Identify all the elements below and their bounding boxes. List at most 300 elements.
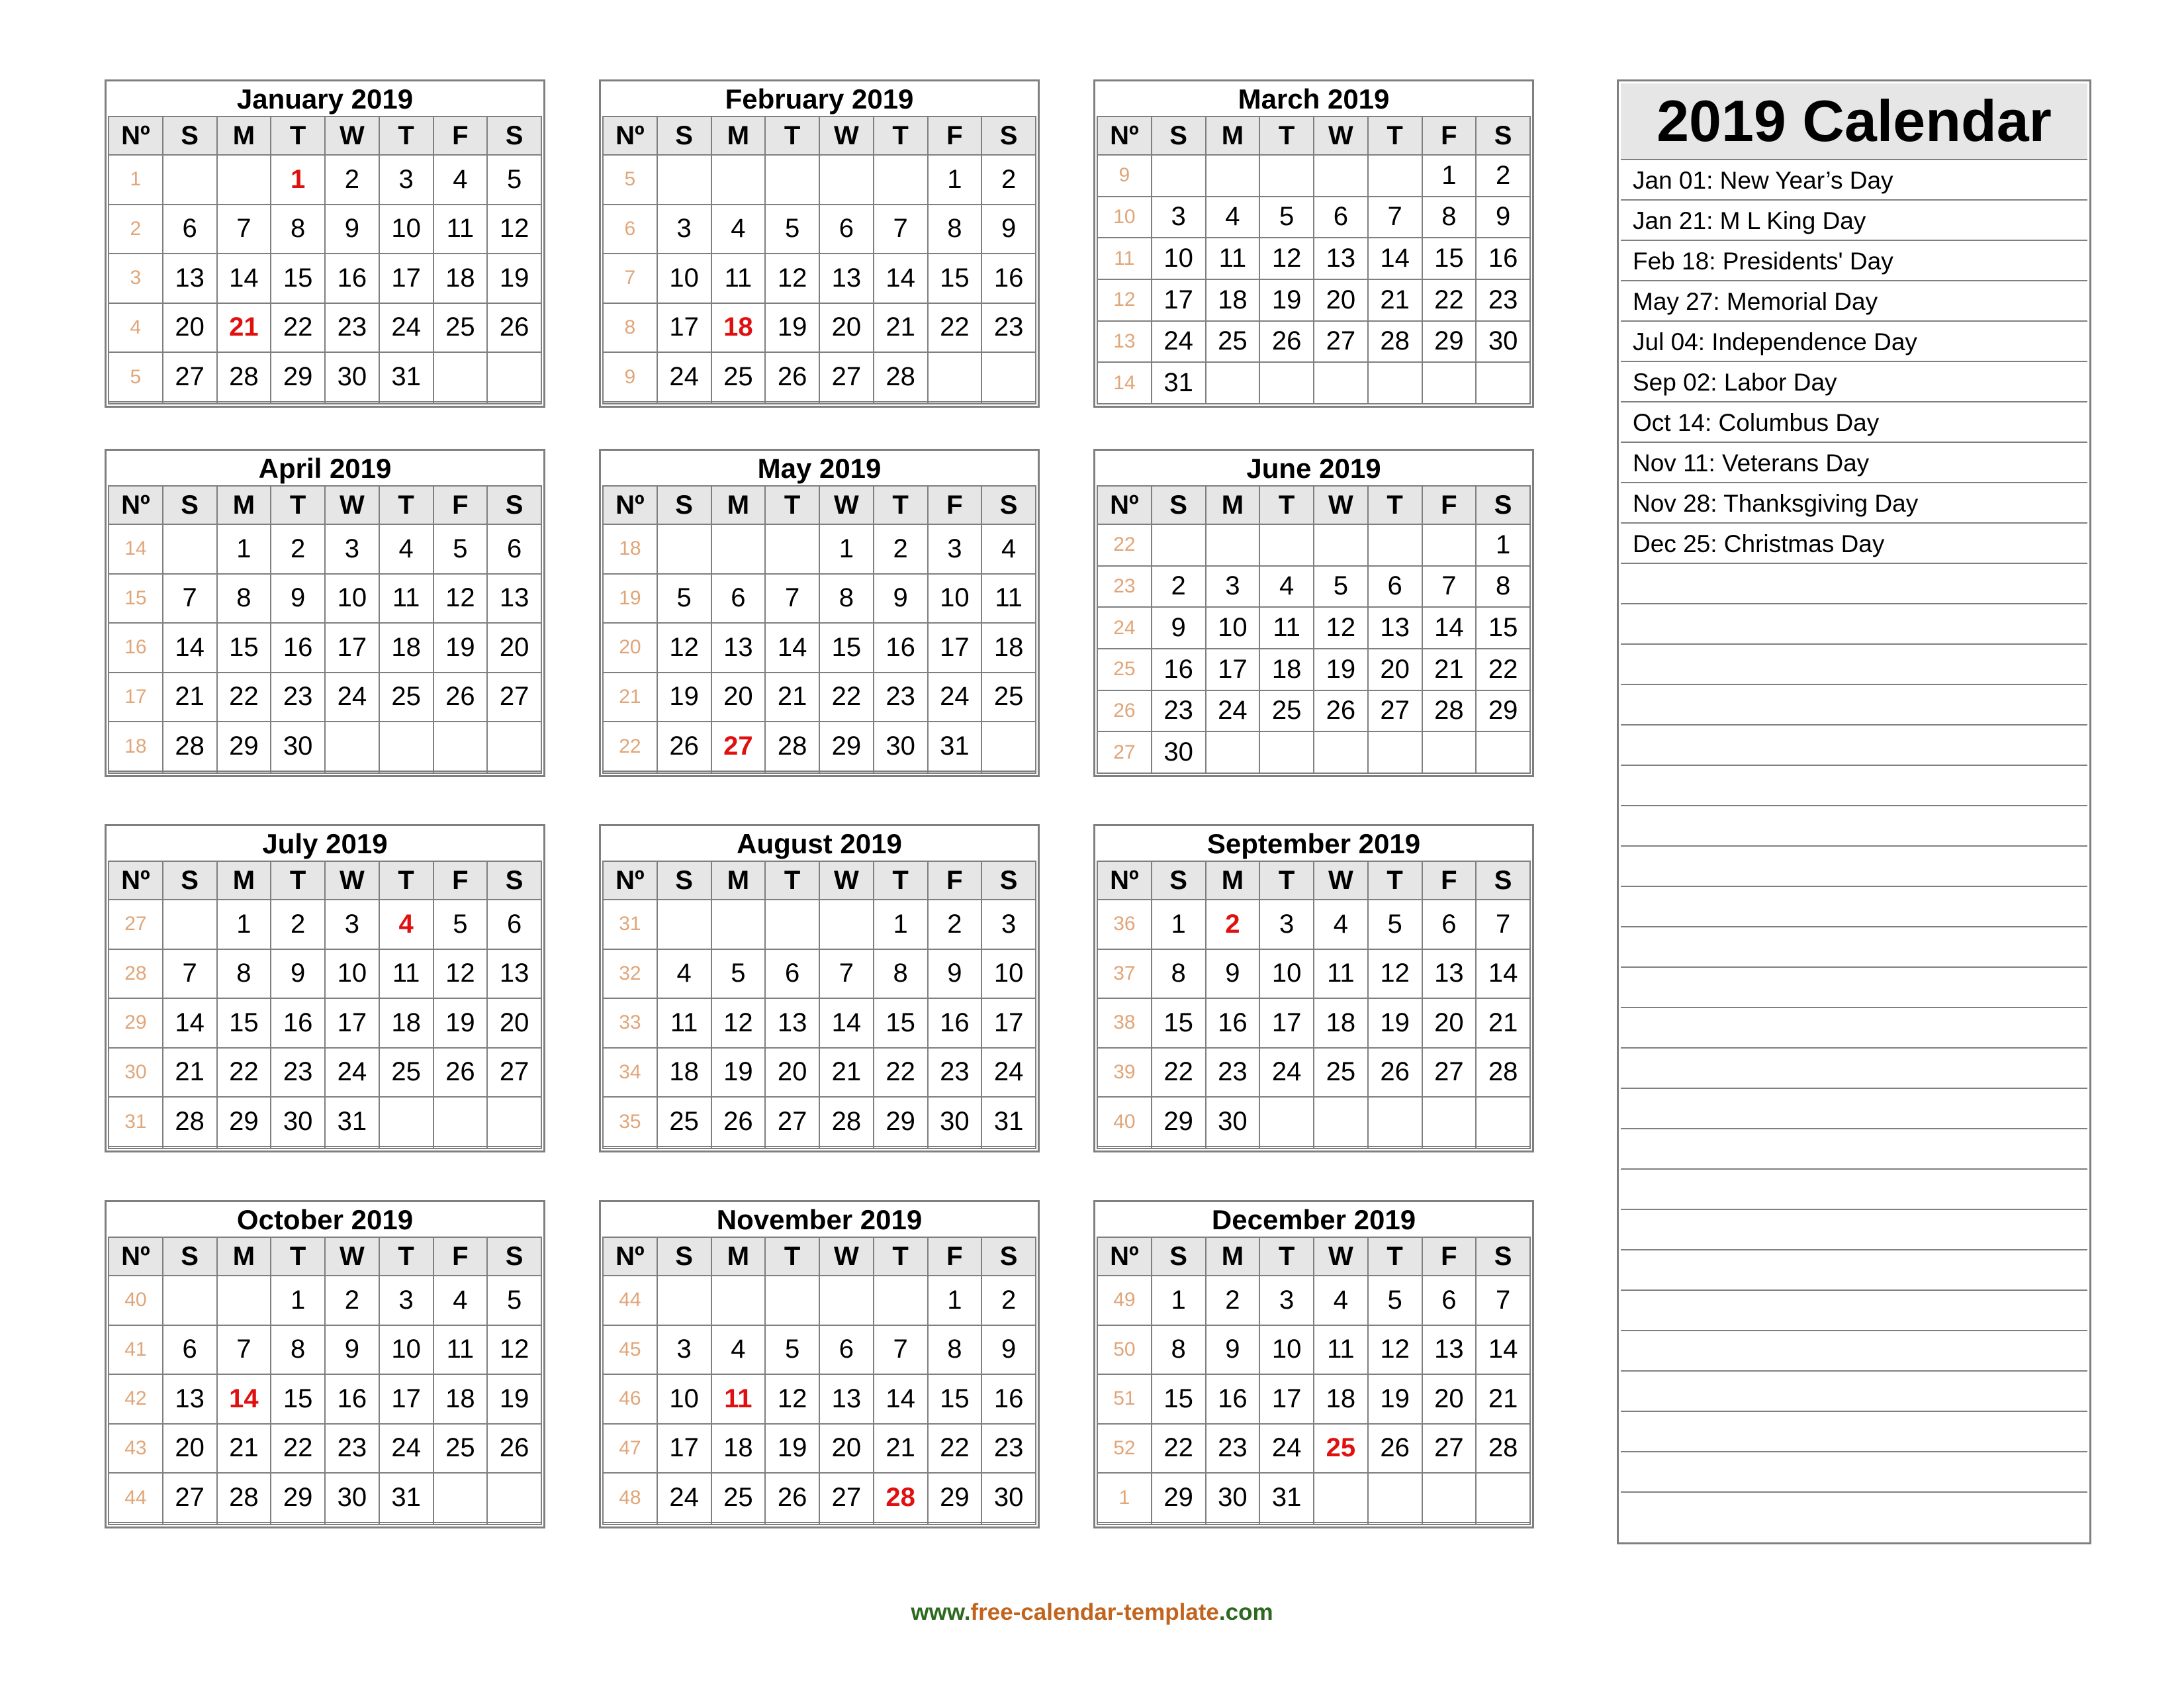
day-cell: 7 bbox=[1422, 566, 1477, 608]
day-cell: 15 bbox=[819, 623, 874, 673]
month-table bbox=[602, 1203, 1036, 1525]
week-row bbox=[109, 1097, 541, 1147]
day-cell: 24 bbox=[1259, 1424, 1314, 1474]
week-row bbox=[603, 1097, 1036, 1147]
week-number-cell: 11 bbox=[1097, 238, 1152, 279]
day-cell bbox=[1476, 731, 1530, 773]
day-cell: 2 bbox=[928, 900, 982, 949]
week-number-cell: 33 bbox=[603, 998, 657, 1048]
day-cell: 22 bbox=[271, 303, 325, 353]
day-cell: 24 bbox=[657, 1473, 711, 1523]
day-cell: 12 bbox=[657, 623, 711, 673]
week-number-cell: 13 bbox=[1097, 321, 1152, 363]
day-cell: 31 bbox=[1152, 362, 1206, 404]
weekday-header: S bbox=[163, 117, 217, 155]
day-cell: 30 bbox=[928, 1097, 982, 1147]
month-calendar bbox=[1093, 1200, 1534, 1528]
day-cell: 19 bbox=[657, 673, 711, 722]
day-cell: 15 bbox=[1152, 998, 1206, 1048]
day-cell bbox=[874, 1276, 928, 1325]
holiday-entry: Sep 02: Labor Day bbox=[1621, 362, 2087, 402]
day-cell bbox=[819, 1147, 874, 1149]
day-cell bbox=[433, 352, 488, 402]
weekday-header: S bbox=[657, 861, 711, 900]
day-cell: 8 bbox=[271, 1325, 325, 1375]
day-cell bbox=[711, 402, 766, 404]
week-row bbox=[1097, 1473, 1530, 1523]
day-cell bbox=[711, 900, 766, 949]
week-number-cell bbox=[1097, 1147, 1152, 1149]
day-cell bbox=[928, 771, 982, 773]
day-cell bbox=[1206, 524, 1260, 566]
day-cell: 10 bbox=[1259, 949, 1314, 999]
day-cell bbox=[325, 402, 379, 404]
day-cell: 3 bbox=[1152, 197, 1206, 238]
day-cell: 4 bbox=[1259, 566, 1314, 608]
day-cell bbox=[1314, 1523, 1368, 1524]
month-table bbox=[602, 827, 1036, 1149]
day-cell bbox=[874, 155, 928, 205]
day-cell bbox=[379, 771, 433, 773]
day-cell: 17 bbox=[981, 998, 1036, 1048]
day-cell: 30 bbox=[271, 722, 325, 771]
day-cell: 18 bbox=[1259, 649, 1314, 690]
day-cell: 26 bbox=[433, 673, 488, 722]
weekday-header: T bbox=[874, 1237, 928, 1276]
week-row bbox=[1097, 1325, 1530, 1375]
week-number-cell: 43 bbox=[109, 1424, 163, 1474]
week-number-cell bbox=[1097, 1523, 1152, 1524]
day-cell: 17 bbox=[657, 303, 711, 353]
day-cell: 29 bbox=[217, 722, 271, 771]
weekday-header: W bbox=[1314, 117, 1368, 155]
week-row bbox=[109, 998, 541, 1048]
week-number-cell: 23 bbox=[1097, 566, 1152, 608]
day-cell: 22 bbox=[217, 673, 271, 722]
day-cell: 29 bbox=[1422, 321, 1477, 363]
day-cell: 26 bbox=[487, 1424, 541, 1474]
day-cell bbox=[711, 771, 766, 773]
day-cell: 7 bbox=[217, 205, 271, 254]
day-cell: 23 bbox=[981, 303, 1036, 353]
day-cell: 1 bbox=[1422, 155, 1477, 197]
day-cell: 20 bbox=[1314, 279, 1368, 321]
day-cell bbox=[711, 155, 766, 205]
week-row bbox=[109, 623, 541, 673]
day-cell: 18 bbox=[1206, 279, 1260, 321]
footer-site-name[interactable]: free-calendar-template bbox=[970, 1599, 1219, 1625]
day-cell: 14 bbox=[217, 254, 271, 303]
day-cell bbox=[1368, 155, 1422, 197]
weekday-header: T bbox=[271, 486, 325, 524]
day-cell: 23 bbox=[1206, 1048, 1260, 1098]
day-cell: 13 bbox=[819, 1374, 874, 1424]
day-cell: 23 bbox=[874, 673, 928, 722]
day-cell: 11 bbox=[1314, 1325, 1368, 1375]
day-cell: 28 bbox=[819, 1097, 874, 1147]
day-cell: 11 bbox=[379, 574, 433, 624]
day-cell bbox=[981, 722, 1036, 771]
day-cell: 8 bbox=[819, 574, 874, 624]
day-cell: 1 bbox=[217, 900, 271, 949]
month-title: August 2019 bbox=[603, 827, 1036, 861]
month-calendar bbox=[599, 1200, 1040, 1528]
day-cell bbox=[163, 1276, 217, 1325]
day-cell: 27 bbox=[487, 1048, 541, 1098]
day-cell: 3 bbox=[657, 1325, 711, 1375]
day-cell: 23 bbox=[325, 303, 379, 353]
day-cell: 29 bbox=[1152, 1473, 1206, 1523]
week-row bbox=[603, 1276, 1036, 1325]
weekday-header: T bbox=[765, 861, 819, 900]
weekday-header: W bbox=[1314, 1237, 1368, 1276]
week-number-cell: 40 bbox=[1097, 1097, 1152, 1147]
day-cell bbox=[1314, 524, 1368, 566]
week-row bbox=[109, 402, 541, 404]
month-table bbox=[108, 452, 542, 774]
week-row bbox=[603, 1147, 1036, 1149]
day-cell: 23 bbox=[271, 673, 325, 722]
weekday-header: M bbox=[711, 486, 766, 524]
week-number-cell: 47 bbox=[603, 1424, 657, 1474]
weekday-header: F bbox=[928, 117, 982, 155]
holiday-entry: Nov 11: Veterans Day bbox=[1621, 443, 2087, 483]
day-cell bbox=[1259, 1097, 1314, 1147]
month-calendar bbox=[105, 449, 545, 777]
day-cell: 30 bbox=[981, 1473, 1036, 1523]
weekday-header: S bbox=[487, 486, 541, 524]
day-cell: 17 bbox=[657, 1424, 711, 1474]
day-cell: 13 bbox=[1422, 1325, 1477, 1375]
weekday-header: F bbox=[928, 1237, 982, 1276]
day-cell bbox=[1259, 155, 1314, 197]
weekday-header: W bbox=[325, 117, 379, 155]
day-cell bbox=[217, 1276, 271, 1325]
day-cell bbox=[874, 771, 928, 773]
day-cell: 25 bbox=[1206, 321, 1260, 363]
day-cell: 27 bbox=[765, 1097, 819, 1147]
day-cell: 26 bbox=[1259, 321, 1314, 363]
day-cell: 2 bbox=[981, 1276, 1036, 1325]
day-cell: 22 bbox=[1152, 1048, 1206, 1098]
weekday-header: S bbox=[163, 486, 217, 524]
day-cell bbox=[487, 722, 541, 771]
day-cell: 7 bbox=[874, 1325, 928, 1375]
day-cell: 19 bbox=[765, 303, 819, 353]
day-cell: 12 bbox=[1368, 949, 1422, 999]
day-cell bbox=[271, 402, 325, 404]
day-cell: 20 bbox=[711, 673, 766, 722]
weekday-header: T bbox=[1259, 486, 1314, 524]
day-cell: 1 bbox=[1152, 900, 1206, 949]
day-cell: 4 bbox=[711, 205, 766, 254]
day-cell: 3 bbox=[981, 900, 1036, 949]
holiday-entry: Oct 14: Columbus Day bbox=[1621, 402, 2087, 443]
weekday-header: S bbox=[1476, 861, 1530, 900]
day-cell: 30 bbox=[874, 722, 928, 771]
weekday-header: T bbox=[1259, 861, 1314, 900]
day-cell bbox=[1368, 1523, 1422, 1524]
week-number-cell: 52 bbox=[1097, 1424, 1152, 1474]
weekday-header: F bbox=[433, 1237, 488, 1276]
week-number-cell: 38 bbox=[1097, 998, 1152, 1048]
day-cell: 12 bbox=[711, 998, 766, 1048]
day-cell bbox=[1368, 1473, 1422, 1523]
day-cell bbox=[325, 722, 379, 771]
day-cell: 4 bbox=[1314, 900, 1368, 949]
weekday-header: T bbox=[271, 861, 325, 900]
weekday-header: T bbox=[1259, 1237, 1314, 1276]
week-row bbox=[603, 1523, 1036, 1524]
footer-website[interactable] bbox=[0, 1599, 2184, 1626]
week-number-cell: 26 bbox=[1097, 690, 1152, 732]
day-cell: 5 bbox=[765, 1325, 819, 1375]
weekday-header: S bbox=[981, 117, 1036, 155]
day-cell: 23 bbox=[271, 1048, 325, 1098]
day-cell: 13 bbox=[1422, 949, 1477, 999]
weekday-header: F bbox=[1422, 117, 1477, 155]
week-row bbox=[603, 205, 1036, 254]
day-cell: 11 bbox=[379, 949, 433, 999]
day-cell: 29 bbox=[928, 1473, 982, 1523]
day-cell: 8 bbox=[1152, 949, 1206, 999]
day-cell: 9 bbox=[1152, 607, 1206, 649]
month-table bbox=[602, 83, 1036, 404]
day-cell bbox=[1314, 155, 1368, 197]
week-number-cell bbox=[109, 1147, 163, 1149]
day-cell: 20 bbox=[487, 998, 541, 1048]
day-cell bbox=[487, 402, 541, 404]
day-cell bbox=[217, 155, 271, 205]
day-cell: 15 bbox=[1152, 1374, 1206, 1424]
day-cell bbox=[928, 1523, 982, 1524]
week-row bbox=[603, 155, 1036, 205]
day-cell bbox=[1206, 1147, 1260, 1149]
weekday-header: T bbox=[379, 117, 433, 155]
day-cell: 30 bbox=[1476, 321, 1530, 363]
blank-note-line bbox=[1621, 1129, 2087, 1170]
day-cell bbox=[487, 1523, 541, 1524]
weekday-header: W bbox=[819, 1237, 874, 1276]
month-calendar bbox=[599, 824, 1040, 1152]
day-cell bbox=[765, 1523, 819, 1524]
day-cell: 4 bbox=[981, 524, 1036, 574]
week-number-cell: 1 bbox=[1097, 1473, 1152, 1523]
day-cell: 10 bbox=[325, 574, 379, 624]
day-cell: 19 bbox=[487, 254, 541, 303]
blank-note-line bbox=[1621, 1372, 2087, 1412]
day-cell bbox=[1476, 1097, 1530, 1147]
week-row bbox=[109, 1424, 541, 1474]
day-cell: 20 bbox=[1422, 1374, 1477, 1424]
holiday-list bbox=[1621, 160, 2087, 1493]
month-title: July 2019 bbox=[109, 827, 541, 861]
day-cell: 13 bbox=[487, 574, 541, 624]
day-cell: 1 bbox=[928, 155, 982, 205]
day-cell: 31 bbox=[981, 1097, 1036, 1147]
day-cell: 17 bbox=[1259, 998, 1314, 1048]
week-row bbox=[1097, 1276, 1530, 1325]
blank-note-line bbox=[1621, 847, 2087, 887]
blank-note-line bbox=[1621, 968, 2087, 1008]
day-cell bbox=[1259, 524, 1314, 566]
blank-note-line bbox=[1621, 1452, 2087, 1493]
month-table bbox=[1097, 1203, 1531, 1525]
day-cell bbox=[765, 402, 819, 404]
week-number-cell: 45 bbox=[603, 1325, 657, 1375]
day-cell bbox=[657, 402, 711, 404]
weekday-header: W bbox=[819, 117, 874, 155]
week-number-cell: 21 bbox=[603, 673, 657, 722]
day-cell bbox=[1206, 1523, 1260, 1524]
weekday-header: T bbox=[874, 117, 928, 155]
day-cell: 28 bbox=[163, 722, 217, 771]
day-cell: 13 bbox=[711, 623, 766, 673]
day-cell: 5 bbox=[711, 949, 766, 999]
day-cell bbox=[1152, 1147, 1206, 1149]
day-cell bbox=[1422, 1523, 1477, 1524]
day-cell: 1 bbox=[271, 1276, 325, 1325]
week-row bbox=[1097, 900, 1530, 949]
day-cell: 13 bbox=[1314, 238, 1368, 279]
day-cell: 19 bbox=[433, 623, 488, 673]
day-cell: 18 bbox=[433, 254, 488, 303]
day-cell: 7 bbox=[163, 574, 217, 624]
weekday-header: T bbox=[379, 1237, 433, 1276]
day-cell: 26 bbox=[711, 1097, 766, 1147]
week-row bbox=[603, 722, 1036, 771]
day-cell: 22 bbox=[928, 303, 982, 353]
week-row bbox=[109, 205, 541, 254]
week-number-cell: 40 bbox=[109, 1276, 163, 1325]
day-cell: 2 bbox=[271, 900, 325, 949]
day-cell: 5 bbox=[487, 1276, 541, 1325]
day-cell: 22 bbox=[819, 673, 874, 722]
weekday-header: T bbox=[874, 861, 928, 900]
blank-note-line bbox=[1621, 645, 2087, 685]
day-cell: 20 bbox=[487, 623, 541, 673]
month-calendar bbox=[1093, 824, 1534, 1152]
day-cell: 13 bbox=[1368, 607, 1422, 649]
day-cell bbox=[217, 1523, 271, 1524]
day-cell bbox=[1368, 524, 1422, 566]
footer-suffix[interactable]: .com bbox=[1218, 1599, 1273, 1625]
day-cell bbox=[928, 352, 982, 402]
day-cell: 16 bbox=[325, 1374, 379, 1424]
day-cell: 6 bbox=[819, 1325, 874, 1375]
week-number-header: Nº bbox=[109, 1237, 163, 1276]
day-cell: 5 bbox=[765, 205, 819, 254]
day-cell: 27 bbox=[819, 352, 874, 402]
sidebar-title: 2019 Calendar bbox=[1621, 83, 2087, 160]
day-cell: 1 bbox=[928, 1276, 982, 1325]
day-cell bbox=[765, 155, 819, 205]
day-cell: 25 bbox=[657, 1097, 711, 1147]
day-cell: 6 bbox=[819, 205, 874, 254]
day-cell: 2 bbox=[1152, 566, 1206, 608]
day-cell: 6 bbox=[1422, 900, 1477, 949]
day-cell: 17 bbox=[379, 1374, 433, 1424]
day-cell: 16 bbox=[1152, 649, 1206, 690]
holiday-day-cell: 21 bbox=[217, 303, 271, 353]
day-cell: 30 bbox=[271, 1097, 325, 1147]
day-cell bbox=[1422, 731, 1477, 773]
day-cell: 28 bbox=[217, 352, 271, 402]
day-cell: 10 bbox=[657, 1374, 711, 1424]
week-row bbox=[109, 155, 541, 205]
day-cell bbox=[657, 1523, 711, 1524]
week-row bbox=[1097, 362, 1530, 404]
footer-prefix[interactable]: www. bbox=[911, 1599, 971, 1625]
week-number-cell: 6 bbox=[603, 205, 657, 254]
day-cell: 7 bbox=[1476, 900, 1530, 949]
day-cell: 26 bbox=[487, 303, 541, 353]
day-cell bbox=[1259, 1147, 1314, 1149]
day-cell: 28 bbox=[1476, 1424, 1530, 1474]
day-cell: 21 bbox=[874, 303, 928, 353]
day-cell: 10 bbox=[1152, 238, 1206, 279]
weekday-header: S bbox=[981, 861, 1036, 900]
day-cell: 14 bbox=[163, 623, 217, 673]
day-cell bbox=[657, 771, 711, 773]
day-cell: 29 bbox=[217, 1097, 271, 1147]
day-cell bbox=[1152, 155, 1206, 197]
day-cell bbox=[487, 771, 541, 773]
day-cell bbox=[325, 1523, 379, 1524]
weekday-header: F bbox=[433, 861, 488, 900]
day-cell: 20 bbox=[163, 303, 217, 353]
week-number-cell bbox=[109, 1523, 163, 1524]
day-cell bbox=[928, 402, 982, 404]
holiday-entry: Jan 01: New Year’s Day bbox=[1621, 160, 2087, 201]
day-cell bbox=[163, 402, 217, 404]
day-cell bbox=[1314, 1147, 1368, 1149]
month-title: March 2019 bbox=[1097, 83, 1530, 117]
week-row bbox=[109, 1374, 541, 1424]
week-row bbox=[1097, 1048, 1530, 1098]
day-cell: 5 bbox=[433, 900, 488, 949]
day-cell: 28 bbox=[163, 1097, 217, 1147]
day-cell: 6 bbox=[163, 1325, 217, 1375]
day-cell: 6 bbox=[1368, 566, 1422, 608]
weekday-header: T bbox=[1368, 486, 1422, 524]
week-number-cell bbox=[109, 771, 163, 773]
day-cell: 24 bbox=[325, 1048, 379, 1098]
weekday-header: M bbox=[1206, 117, 1260, 155]
day-cell: 8 bbox=[928, 1325, 982, 1375]
day-cell: 21 bbox=[1368, 279, 1422, 321]
holiday-day-cell: 28 bbox=[874, 1473, 928, 1523]
weekday-header: M bbox=[1206, 861, 1260, 900]
day-cell bbox=[217, 402, 271, 404]
day-cell: 8 bbox=[271, 205, 325, 254]
day-cell: 8 bbox=[928, 205, 982, 254]
day-cell: 12 bbox=[1368, 1325, 1422, 1375]
day-cell bbox=[981, 402, 1036, 404]
day-cell: 16 bbox=[981, 254, 1036, 303]
week-number-cell: 22 bbox=[603, 722, 657, 771]
week-number-cell bbox=[603, 1523, 657, 1524]
weekday-header: S bbox=[163, 1237, 217, 1276]
week-row bbox=[603, 524, 1036, 574]
day-cell bbox=[819, 1523, 874, 1524]
weekday-header: W bbox=[325, 861, 379, 900]
day-cell: 30 bbox=[1206, 1473, 1260, 1523]
week-number-header: Nº bbox=[603, 1237, 657, 1276]
day-cell: 28 bbox=[874, 352, 928, 402]
day-cell: 14 bbox=[1476, 1325, 1530, 1375]
day-cell: 31 bbox=[325, 1097, 379, 1147]
